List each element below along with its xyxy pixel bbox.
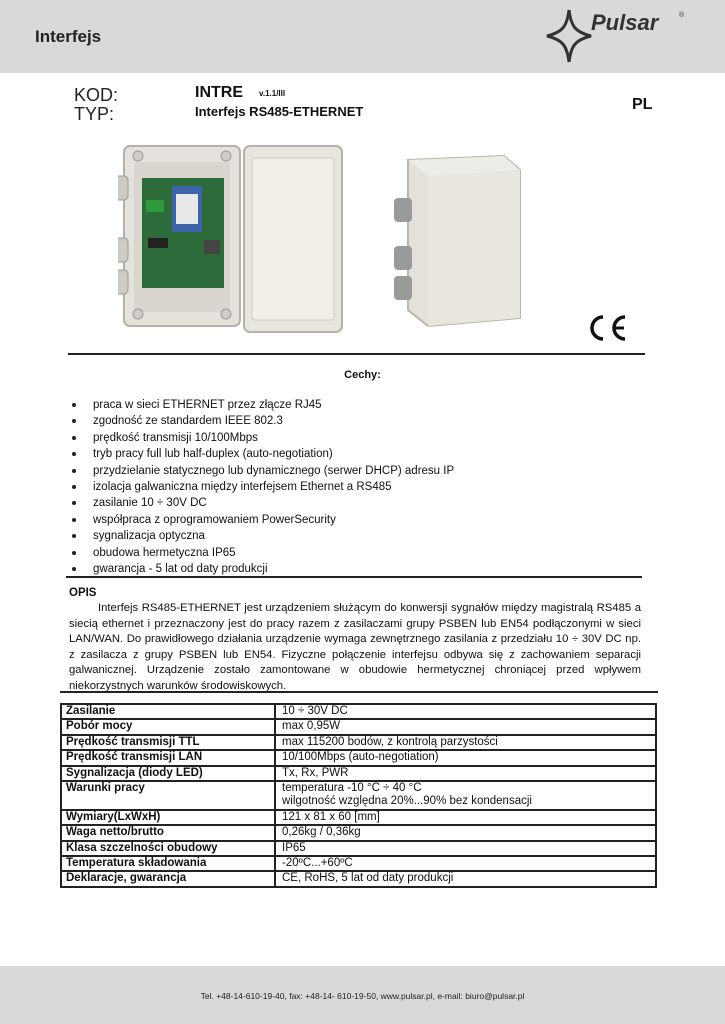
spec-value: 10/100Mbps (auto-negotiation) <box>275 750 656 765</box>
table-row <box>61 704 656 719</box>
spec-label: Warunki pracy <box>61 781 275 810</box>
spec-value: IP65 <box>275 841 656 856</box>
feature-item: przydzielanie statycznego lub dynamicznego (serwer DHCP) adresu IP <box>70 463 454 479</box>
spec-label: Zasilanie <box>61 704 275 719</box>
page-header <box>0 0 725 73</box>
spec-value: 121 x 81 x 60 [mm] <box>275 810 656 825</box>
feature-item: tryb pracy full lub half-duplex (auto-negotiation) <box>70 446 454 462</box>
feature-item: zgodność ze standardem IEEE 802.3 <box>70 413 454 429</box>
product-code: INTRE <box>195 84 243 101</box>
footer-contact: Tel. +48-14-610-19-40, fax: +48-14- 610-19-50, www.pulsar.pl, e-mail: biuro@pulsar.pl <box>200 991 525 1001</box>
spec-label: Deklaracje, gwarancja <box>61 871 275 886</box>
typ-label: TYP: <box>74 104 115 124</box>
feature-item: izolacja galwaniczna między interfejsem Ethernet a RS485 <box>70 479 454 495</box>
feature-item: obudowa hermetyczna IP65 <box>70 545 454 561</box>
product-photo-open <box>118 138 348 338</box>
table-row <box>61 825 656 840</box>
page-footer <box>0 966 725 1024</box>
product-type: Interfejs RS485-ETHERNET <box>195 104 364 119</box>
description-text <box>69 601 641 694</box>
kod-typ-labels <box>74 86 118 124</box>
spec-label: Temperatura składowania <box>61 856 275 871</box>
description-body: Interfejs RS485-ETHERNET jest urządzeniem służącym do konwersji sygnałów między magistralą RS485 a siecią ethernet i przeznaczony jest do pracy razem z zasilaczami grupy PSBEN lub EN54 podłączonymi w sieci LAN/WAN. Do prawidłowego działania urządzenie wymaga zewnętrznego zasilania z przedziału 10 ÷ 30V DC np. z zasilacza z grupy PSBEN lub EN54. Fizyczne połączenie interfejsu odbywa się z zachowaniem separacji galwanicznej. Urządzenie zostało zamontowane w obudowie hermetycznej chroniącej przed wpływem niekorzystnych warunków środowiskowych. <box>69 602 641 692</box>
features-list <box>70 397 454 577</box>
product-version: v.1.1/III <box>259 89 286 98</box>
spec-value: max 115200 bodów, z kontrolą parzystości <box>275 735 656 750</box>
table-row <box>61 750 656 765</box>
description-title: OPIS <box>69 587 97 599</box>
table-row <box>61 810 656 825</box>
spec-label: Wymiary(LxWxH) <box>61 810 275 825</box>
features-title: Cechy: <box>344 369 381 381</box>
spec-table <box>60 703 657 888</box>
feature-item: zasilanie 10 ÷ 30V DC <box>70 495 454 511</box>
language-code: PL <box>632 96 653 113</box>
feature-item: praca w sieci ETHERNET przez złącze RJ45 <box>70 397 454 413</box>
pulsar-logo <box>545 8 695 64</box>
logo-text: Pulsar <box>591 10 659 35</box>
pulsar-star-icon <box>545 8 593 64</box>
divider-bottom <box>60 691 658 693</box>
table-row <box>61 871 656 886</box>
spec-value: CE, RoHS, 5 lat od daty produkcji <box>275 871 656 886</box>
spec-value: -20ºC...+60ºC <box>275 856 656 871</box>
spec-label: Sygnalizacja (diody LED) <box>61 766 275 781</box>
table-row <box>61 735 656 750</box>
kod-label: KOD: <box>74 85 119 105</box>
table-row <box>61 781 656 810</box>
divider-middle <box>66 576 642 578</box>
table-row <box>61 766 656 781</box>
table-row <box>61 719 656 734</box>
spec-value-line: temperatura -10 °C ÷ 40 °C <box>282 782 422 795</box>
spec-value: max 0,95W <box>275 719 656 734</box>
spec-value: Tx, Rx, PWR <box>275 766 656 781</box>
spec-value-line: wilgotność względna 20%...90% bez kondensacji <box>282 795 532 808</box>
table-row <box>61 856 656 871</box>
spec-label: Klasa szczelności obudowy <box>61 841 275 856</box>
divider-top <box>68 353 645 355</box>
product-photo-closed <box>392 150 524 330</box>
spec-label: Prędkość transmisji LAN <box>61 750 275 765</box>
feature-item: gwarancja - 5 lat od daty produkcji <box>70 561 454 577</box>
spec-value <box>275 781 656 810</box>
spec-value: 0,26kg / 0,36kg <box>275 825 656 840</box>
spec-label: Pobór mocy <box>61 719 275 734</box>
spec-label: Waga netto/brutto <box>61 825 275 840</box>
spec-label: Prędkość transmisji TTL <box>61 735 275 750</box>
feature-item: prędkość transmisji 10/100Mbps <box>70 430 454 446</box>
table-row <box>61 841 656 856</box>
ce-mark-icon <box>587 313 629 343</box>
feature-item: współpraca z oprogramowaniem PowerSecurity <box>70 512 454 528</box>
header-title: Interfejs <box>35 27 102 46</box>
logo-registered-mark: ® <box>679 12 685 19</box>
spec-value: 10 ÷ 30V DC <box>275 704 656 719</box>
feature-item: sygnalizacja optyczna <box>70 528 454 544</box>
